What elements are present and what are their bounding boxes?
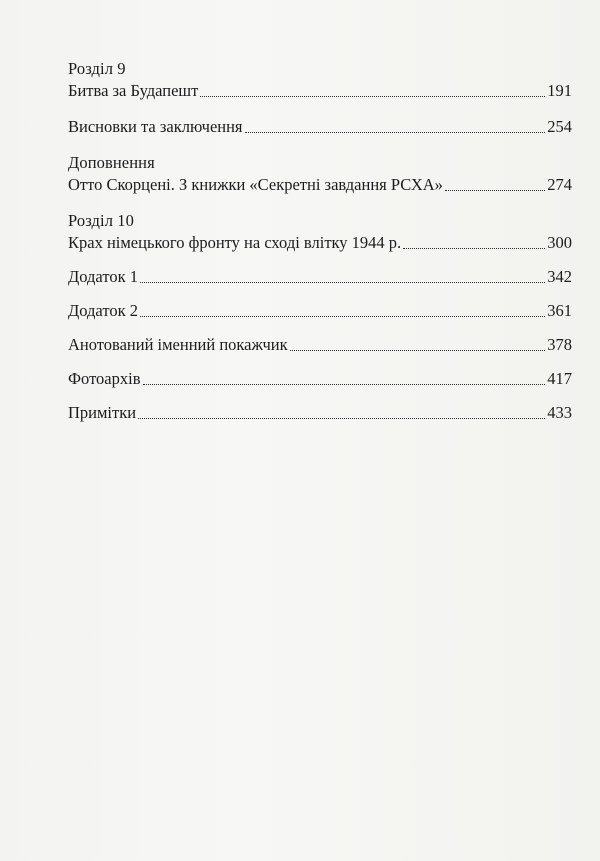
toc-entry (68, 368, 572, 390)
toc-entry-title: Примітки (68, 403, 137, 422)
toc-entry (68, 300, 572, 322)
dot-leader (140, 282, 545, 283)
toc-entry-page: 300 (547, 233, 572, 252)
toc-entry-page: 274 (547, 175, 572, 194)
toc-entry-title: Битва за Будапешт (68, 81, 199, 100)
toc-entry (68, 402, 572, 424)
toc-heading: Розділ 10 (68, 211, 134, 230)
toc-entry (68, 174, 572, 196)
dot-leader (290, 350, 546, 351)
dot-leader (445, 190, 545, 191)
toc-heading: Доповнення (68, 153, 155, 172)
toc-entry-title: Анотований іменний покажчик (68, 335, 288, 354)
toc-entry-title: Фотоархів (68, 369, 141, 388)
toc-entry-title: Крах німецького фронту на сході влітку 1944 р. (68, 233, 402, 252)
dot-leader (403, 248, 545, 249)
toc-entry-page: 254 (547, 117, 572, 136)
toc-entry-page: 417 (547, 369, 572, 388)
toc-entry-page: 361 (547, 301, 572, 320)
dot-leader (200, 96, 545, 97)
toc-entry-title: Висновки та заключення (68, 117, 243, 136)
table-of-contents (68, 58, 572, 424)
toc-entry (68, 334, 572, 356)
dot-leader (245, 132, 546, 133)
toc-entry-title: Додаток 1 (68, 267, 138, 286)
toc-entry (68, 266, 572, 288)
toc-entry (68, 232, 572, 254)
toc-entry-page: 433 (547, 403, 572, 422)
dot-leader (138, 418, 545, 419)
toc-heading: Розділ 9 (68, 59, 126, 78)
dot-leader (143, 384, 546, 385)
toc-entry-title: Додаток 2 (68, 301, 138, 320)
toc-entry-page: 191 (547, 81, 572, 100)
toc-entry-page: 342 (547, 267, 572, 286)
toc-entry-title: Отто Скорцені. З книжки «Секретні завдання РСХА» (68, 175, 443, 194)
toc-entry (68, 116, 572, 138)
toc-entry (68, 80, 572, 102)
toc-entry-page: 378 (547, 335, 572, 354)
dot-leader (140, 316, 545, 317)
